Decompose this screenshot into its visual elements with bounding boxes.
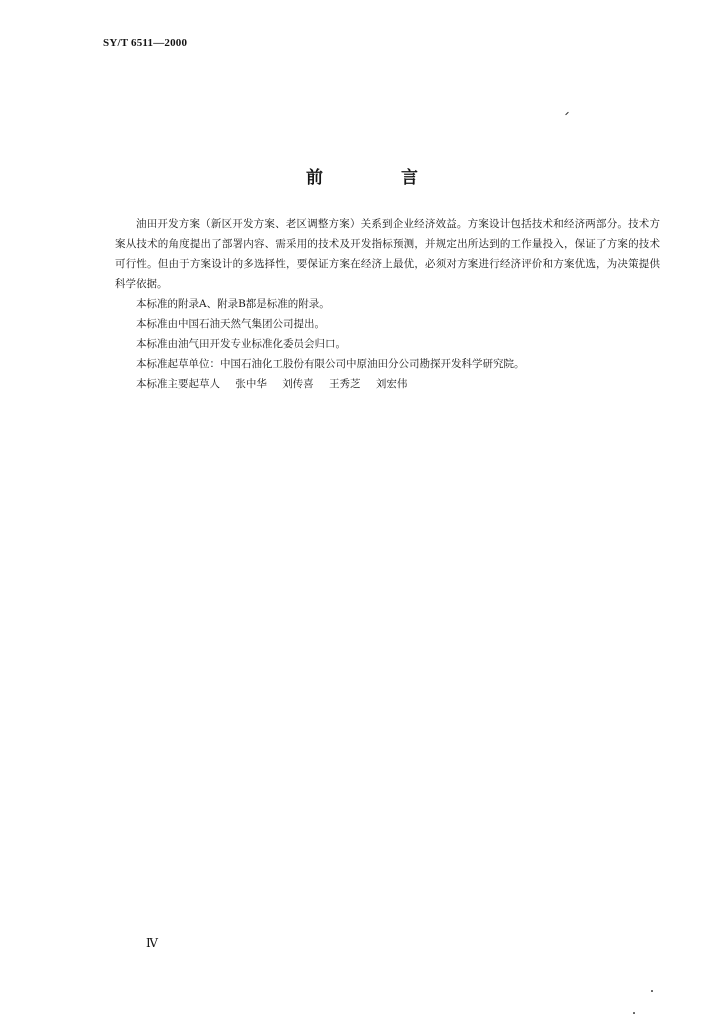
intro-paragraph: 油田开发方案（新区开发方案、老区调整方案）关系到企业经济效益。方案设计包括技术和经济两部分。技术方案从技术的角度提出了部署内容、需采用的技术及开发指标预测，并规定出所达到的工作量投入，保证了方案的技术可行性。但由于方案设计的多选择性，要保证方案在经济上最优，必须对方案进行经济评价和方案优选，为决策提供科学依据。: [115, 218, 660, 290]
scan-mark: [565, 112, 569, 116]
page-number: Ⅳ: [146, 936, 158, 950]
responsible-committee-note: 本标准由油气田开发专业标准化委员会归口。: [136, 338, 346, 350]
page-title: 前 言: [306, 168, 454, 188]
drafter-name: 王秀芝: [329, 378, 361, 390]
scan-speck: [651, 990, 653, 992]
drafter-name: 张中华: [235, 378, 267, 390]
drafters-line: [115, 374, 660, 394]
drafting-unit-note: 本标准起草单位：中国石油化工股份有限公司中原油田分公司勘探开发科学研究院。: [136, 358, 525, 370]
scan-speck: [633, 1012, 635, 1014]
proposer-note: 本标准由中国石油天然气集团公司提出。: [136, 318, 325, 330]
drafter-name: 刘宏伟: [375, 378, 408, 390]
document-body: [115, 214, 660, 394]
appendix-note: 本标准的附录A、附录B都是标准的附录。: [136, 298, 330, 310]
drafter-name: 刘传喜: [282, 378, 314, 390]
drafters-label: 本标准主要起草人: [136, 378, 220, 390]
standard-code: SY/T 6511—2000: [103, 37, 188, 49]
drafters-names: [235, 378, 407, 390]
